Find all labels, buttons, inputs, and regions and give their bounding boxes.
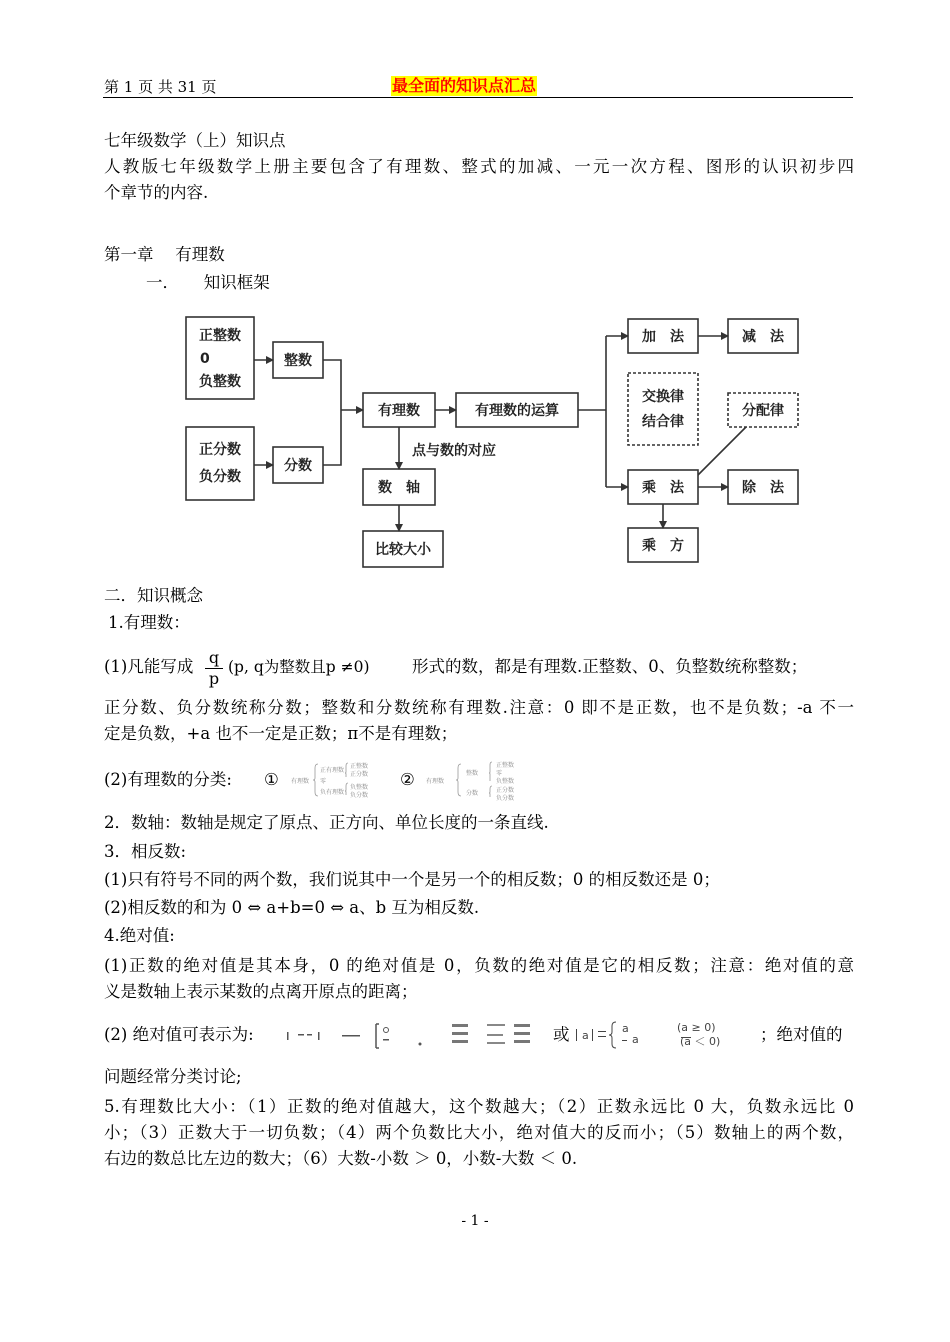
absolute-value-formula-2: [572, 1019, 758, 1053]
concept-1-p1-suffix: 形式的数，都是有理数.正整数、0、负整数统称整数；: [412, 657, 808, 676]
cls1-zero: 零: [320, 778, 327, 785]
concept-5-paragraph: [104, 1094, 854, 1172]
label-number-line: 数 轴: [378, 480, 420, 496]
concept-1-line-2: 正分数、负分数统称分数；整数和分数统称有理数.注意：0 即不是正数，也不是负数；-a 不一: [104, 698, 854, 717]
svg-text:a: a: [582, 1029, 589, 1042]
section-concepts-heading: 二．知识概念: [104, 586, 203, 605]
cls1-negative-int: 负整数: [350, 784, 369, 791]
cls1-positive-int: 正整数: [350, 763, 369, 770]
intro-line-1: 人教版七年级数学上册主要包含了有理数、整式的加减、一元一次方程、图形的认识初步四: [104, 157, 854, 176]
cls2-integer: 整数: [466, 770, 479, 777]
absolute-value-formula-1: [282, 1020, 546, 1052]
classification-mark-2: ②: [400, 770, 415, 789]
classification-1-graphic: [290, 761, 380, 799]
label-divide: 除 法: [742, 480, 784, 496]
knowledge-framework-diagram: [178, 297, 808, 575]
concept-4-p2-prefix: (2) 绝对值可表示为:: [104, 1025, 254, 1044]
classification-mark-1: ①: [264, 770, 279, 789]
svg-text:(a ＜ 0): (a ＜ 0): [680, 1035, 721, 1048]
label-positive-int: 正整数: [199, 328, 241, 344]
section-framework-heading: 一． 知识框架: [146, 273, 270, 292]
label-distributive: 分配律: [742, 403, 784, 419]
classification-2-graphic: [426, 760, 530, 800]
concept-5-line-3: 右边的数总比左边的数大；（6）大数-小数 ＞ 0，小数-大数 ＜ 0.: [104, 1149, 578, 1168]
svg-text:a: a: [622, 1022, 629, 1035]
concept-1-p2-prefix: (2)有理数的分类:: [104, 770, 232, 789]
label-subtract: 减 法: [742, 329, 784, 345]
concept-5-line-1: 5.有理数比大小：（1）正数的绝对值越大，这个数越大；（2）正数永远比 0 大，负数永远比 0: [104, 1097, 854, 1116]
label-multiply: 乘 法: [642, 480, 684, 496]
intro-line-2: 个章节的内容.: [104, 183, 209, 202]
concept-4-line-1: (1)正数的绝对值是其本身，0 的绝对值是 0，负数的绝对值是它的相反数；注意：绝对值的意: [104, 956, 854, 975]
label-correspondence: 点与数的对应: [412, 443, 496, 459]
header-page-info: 第 1 页 共 31 页: [104, 78, 217, 96]
page-number: - 1 -: [461, 1213, 489, 1229]
intro-paragraph: [104, 154, 854, 206]
cls2-positive-int: 正整数: [496, 762, 515, 769]
label-negative-int: 负整数: [199, 374, 241, 390]
box-frac-group: [186, 427, 254, 500]
header-title: 最全面的知识点汇总: [392, 76, 537, 95]
label-positive-frac: 正分数: [199, 442, 241, 458]
concept-2-number-line: 2．数轴：数轴是规定了原点、正方向、单位长度的一条直线.: [104, 813, 549, 832]
intro-title: 七年级数学（上）知识点: [104, 131, 286, 150]
concept-3-p2: (2)相反数的和为 0 ⇔ a+b=0 ⇔ a、b 互为相反数.: [104, 898, 480, 917]
label-integer: 整数: [284, 353, 312, 369]
concept-4-p1: [104, 953, 854, 1005]
label-compare: 比较大小: [375, 542, 431, 558]
label-negative-frac: 负分数: [199, 469, 241, 485]
concept-4-p2-or: 或: [553, 1025, 570, 1044]
concept-4-p2-suffix: ；绝对值的: [760, 1025, 843, 1044]
label-commutative: 交换律: [642, 389, 684, 405]
cls2-fraction: 分数: [466, 790, 479, 797]
concept-5-line-2: 小；（3）正数大于一切负数；（4）两个负数比大小，绝对值大的反而小；（5）数轴上的两个数，: [104, 1123, 854, 1142]
concept-1-p1-continued: [104, 695, 854, 747]
label-power: 乘 方: [642, 538, 684, 554]
cls2-positive-frac: 正分数: [496, 787, 515, 794]
cls2-zero: 零: [496, 770, 503, 777]
cls2-negative-int: 负整数: [496, 778, 515, 785]
box-laws: [628, 373, 698, 445]
concept-1-title: 1.有理数：: [108, 613, 190, 632]
concept-4-p2-line2: 问题经常分类讨论;: [104, 1067, 242, 1086]
cls2-root: 有理数: [426, 778, 445, 785]
label-associative: 结合律: [642, 414, 684, 430]
fraction-condition: (p, q为整数且p ≠0): [228, 658, 370, 676]
header-divider: [103, 97, 853, 98]
cls1-positive: 正有理数: [320, 767, 345, 774]
cls1-negative-frac: 负分数: [350, 792, 369, 799]
cls2-negative-frac: 负分数: [496, 795, 515, 802]
concept-4-line-2: 义是数轴上表示某数的点离开原点的距离；: [104, 982, 418, 1001]
label-zero: 0: [200, 351, 210, 367]
label-add: 加 法: [642, 329, 684, 345]
cls1-negative: 负有理数: [320, 789, 345, 796]
concept-3-p1: (1)只有符号不同的两个数，我们说其中一个是另一个的相反数；0 的相反数还是 0；: [104, 870, 720, 889]
fraction-denominator: p: [208, 669, 220, 688]
concept-1-p1-prefix: (1)凡能写成: [104, 657, 194, 676]
concept-1-line-3: 定是负数，+a 也不一定是正数；π不是有理数；: [104, 724, 458, 743]
cls1-root: 有理数: [291, 778, 310, 785]
label-fraction: 分数: [284, 458, 312, 474]
label-operations: 有理数的运算: [475, 403, 559, 419]
concept-3-title: 3．相反数:: [104, 842, 187, 861]
svg-text:(a ≥ 0): (a ≥ 0): [677, 1021, 716, 1034]
chapter-title: 第一章 有理数: [104, 245, 225, 264]
fraction-q-over-p: [205, 649, 223, 688]
concept-4-title: 4.绝对值:: [104, 926, 175, 945]
fraction-numerator: q: [205, 649, 223, 669]
label-rational: 有理数: [378, 403, 420, 419]
svg-text:a: a: [632, 1033, 639, 1046]
cls1-positive-frac: 正分数: [350, 771, 369, 778]
